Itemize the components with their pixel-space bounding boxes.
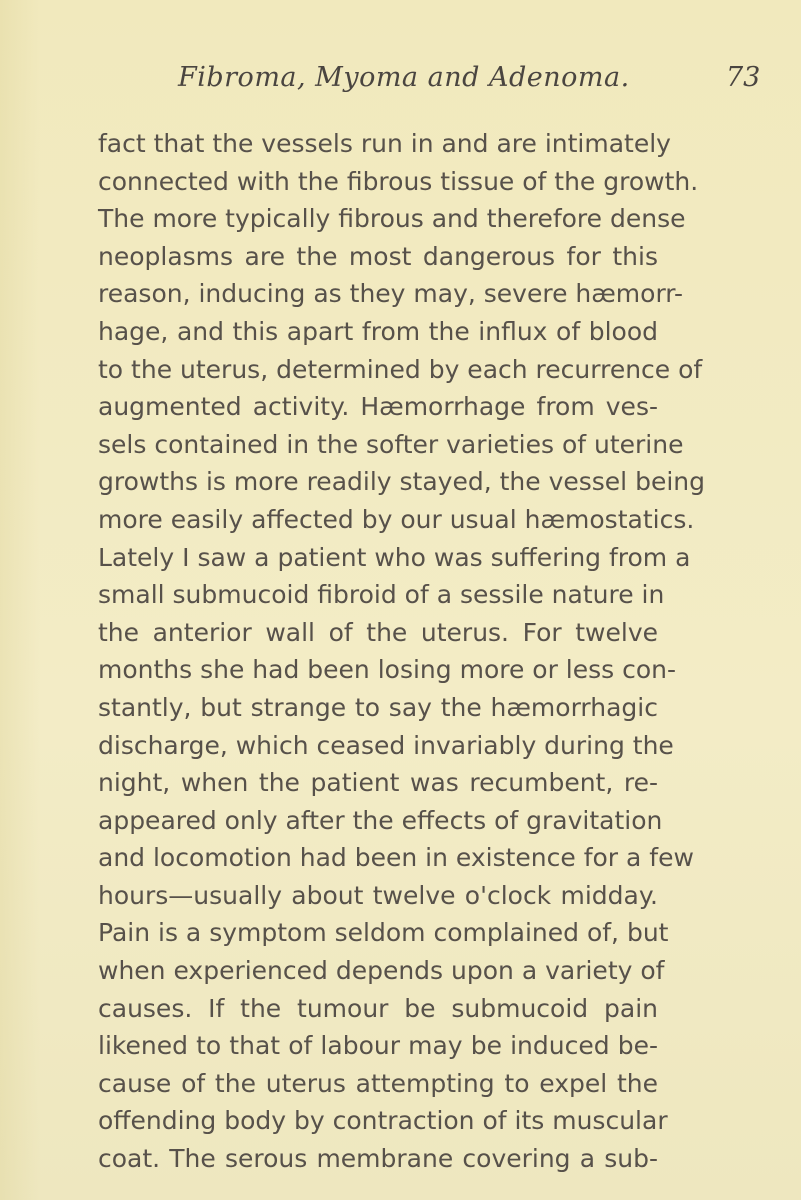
text-line: neoplasms are the most dangerous for this bbox=[98, 241, 658, 271]
text-line: cause of the uterus attempting to expel the bbox=[98, 1068, 658, 1098]
text-line: fact that the vessels run in and are intimately bbox=[98, 129, 671, 158]
text-line: augmented activity. Hæmorrhage from ves- bbox=[98, 392, 658, 422]
text-line: months she had been losing more or less con- bbox=[98, 655, 677, 685]
text-line: coat. The serous membrane covering a sub- bbox=[98, 1144, 658, 1174]
text-line: growths is more readily stayed, the vessel being bbox=[98, 467, 705, 497]
text-line: hours—usually about twelve o'clock midday. bbox=[98, 880, 658, 910]
text-line: discharge, which ceased invariably during the bbox=[98, 730, 674, 760]
text-line: more easily affected by our usual hæmostatics. bbox=[98, 504, 695, 534]
text-line: offending body by contraction of its muscular bbox=[98, 1106, 668, 1136]
text-line: stantly, but strange to say the hæmorrhagic bbox=[98, 692, 658, 722]
text-line: small submucoid fibroid of a sessile nature in bbox=[98, 580, 665, 610]
text-line: connected with the fibrous tissue of the growth. bbox=[98, 166, 699, 196]
page-number: 73 bbox=[726, 62, 761, 93]
running-head: Fibroma, Myoma and Adenoma. bbox=[178, 62, 630, 93]
text-line: The more typically fibrous and therefore dense bbox=[98, 204, 686, 234]
body-text bbox=[98, 125, 705, 1178]
text-line: when experienced depends upon a variety of bbox=[98, 956, 665, 986]
text-line: hage, and this apart from the influx of blood bbox=[98, 316, 658, 346]
text-line: Pain is a symptom seldom complained of, but bbox=[98, 918, 669, 948]
text-line: reason, inducing as they may, severe hæmorr- bbox=[98, 279, 683, 309]
text-line: appeared only after the effects of gravitation bbox=[98, 805, 663, 835]
text-line: the anterior wall of the uterus. For twelve bbox=[98, 617, 658, 647]
text-line: sels contained in the softer varieties of uterine bbox=[98, 429, 684, 459]
text-line: to the uterus, determined by each recurrence of bbox=[98, 354, 703, 384]
text-line: causes. If the tumour be submucoid pain bbox=[98, 993, 658, 1023]
text-line: likened to that of labour may be induced be- bbox=[98, 1031, 658, 1061]
text-line: night, when the patient was recumbent, re- bbox=[98, 768, 658, 798]
text-line: and locomotion had been in existence for a few bbox=[98, 843, 694, 873]
text-line: Lately I saw a patient who was suffering from a bbox=[98, 542, 691, 572]
